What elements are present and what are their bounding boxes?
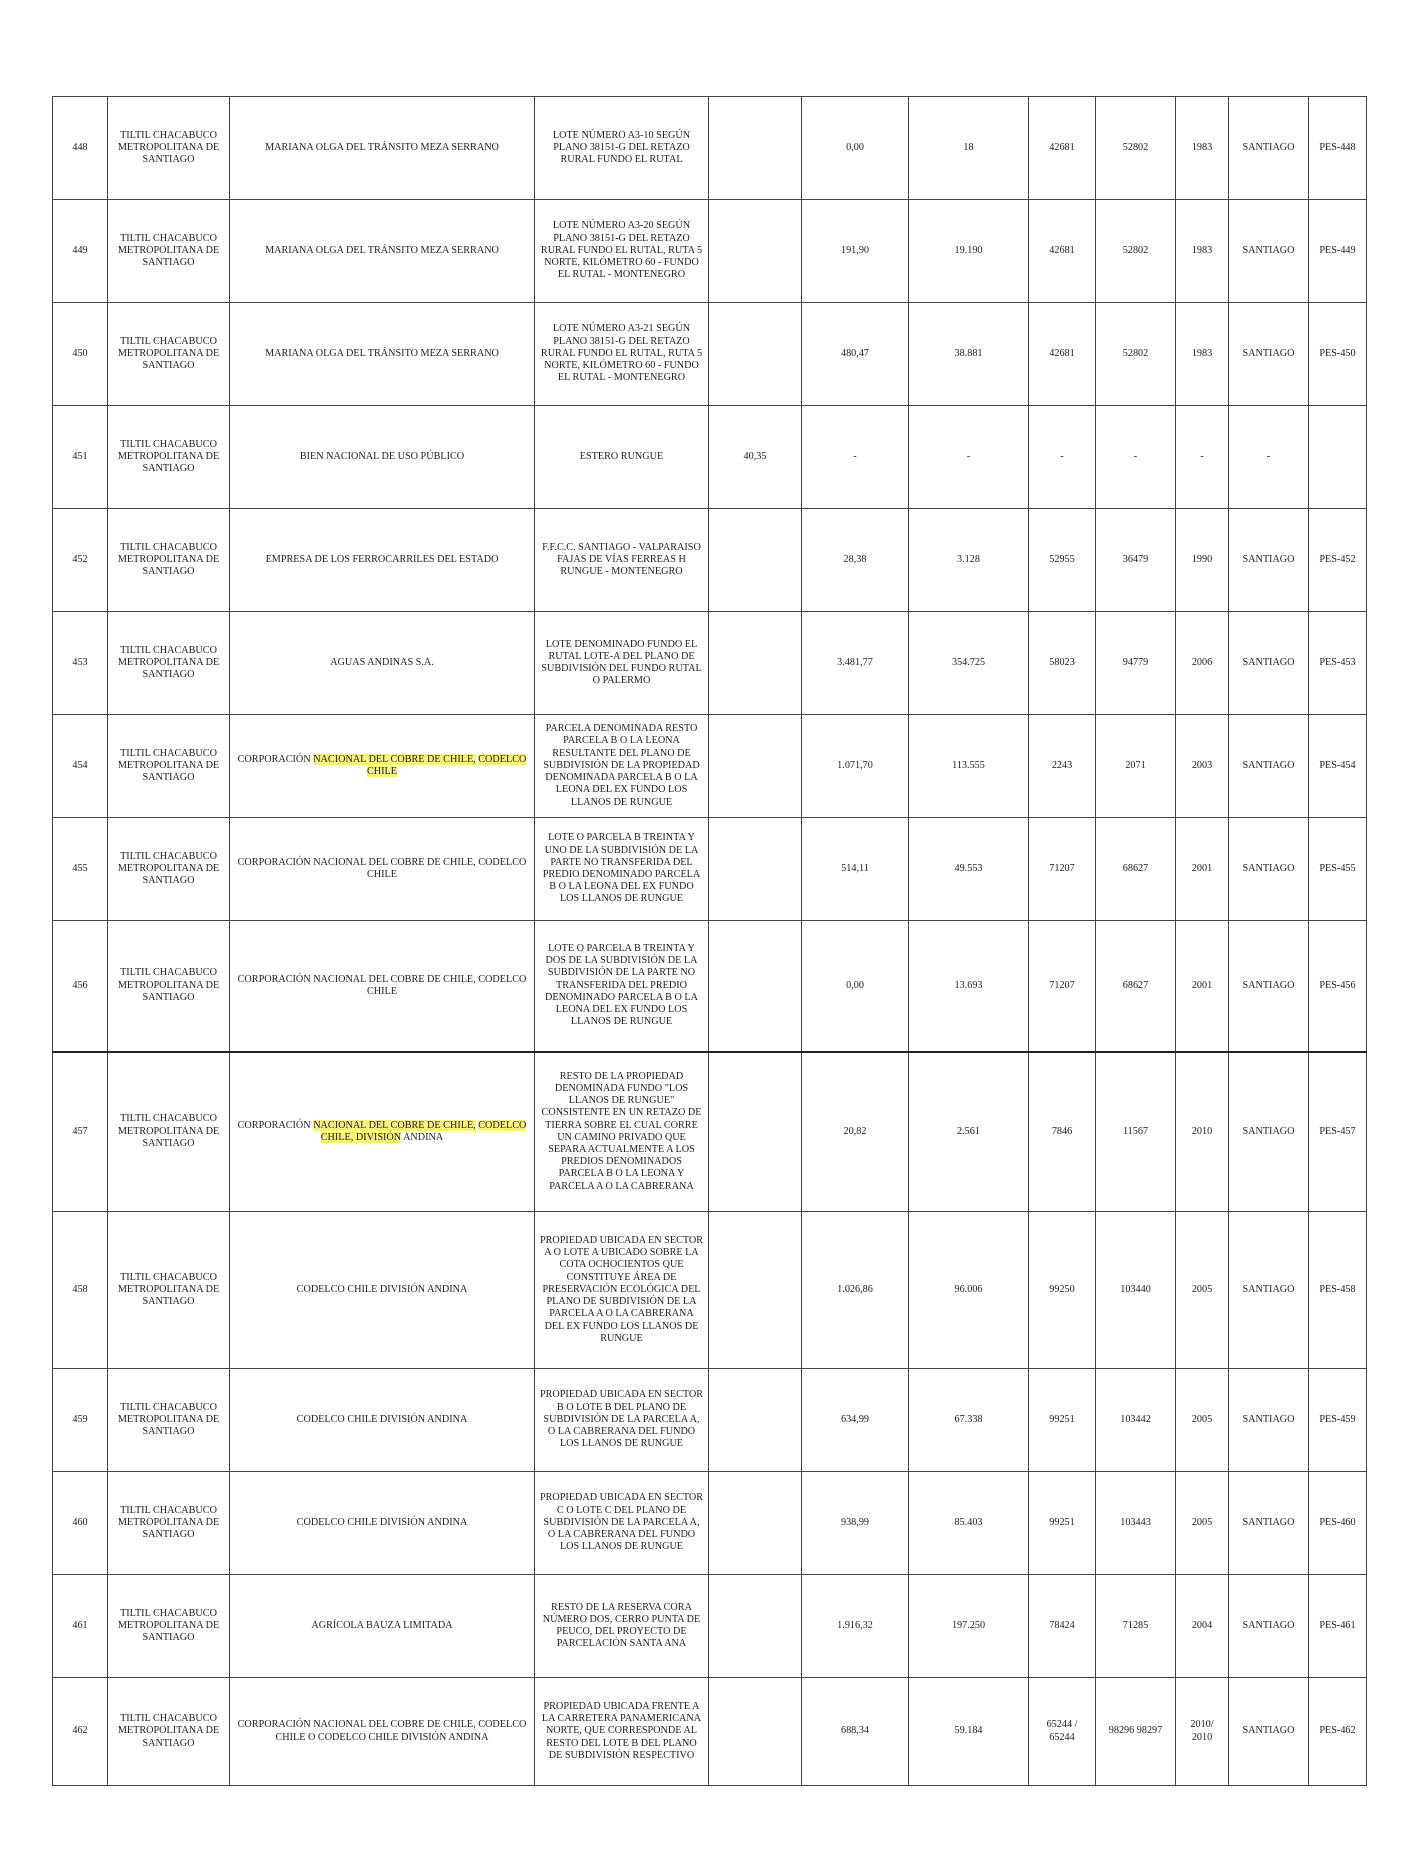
row-number: 455 xyxy=(53,818,108,921)
location-cell: TILTIL CHACABUCO METROPOLITANA DE SANTIAGO xyxy=(108,1472,230,1575)
year-cell: 2003 xyxy=(1176,715,1229,818)
description-cell: F.F.C.C. SANTIAGO - VALPARAISO FAJAS DE VÍAS FERREAS H RUNGUE - MONTENEGRO xyxy=(535,509,709,612)
year-cell: 2005 xyxy=(1176,1472,1229,1575)
row-number: 458 xyxy=(53,1212,108,1369)
owner-cell xyxy=(230,406,535,509)
area-cell-1 xyxy=(709,1212,802,1369)
owner-cell xyxy=(230,97,535,200)
year-cell: 2005 xyxy=(1176,1212,1229,1369)
table-row xyxy=(53,1369,1367,1472)
row-number: 452 xyxy=(53,509,108,612)
area-cell-1 xyxy=(709,715,802,818)
year-cell: 2006 xyxy=(1176,612,1229,715)
city-cell: SANTIAGO xyxy=(1229,303,1309,406)
fojas-cell: 65244 / 65244 xyxy=(1029,1678,1096,1786)
fojas-cell: 42681 xyxy=(1029,303,1096,406)
owner-cell xyxy=(230,1212,535,1369)
row-number: 448 xyxy=(53,97,108,200)
owner-text: EMPRESA DE LOS FERROCARRILES DEL ESTADO xyxy=(265,553,499,565)
description-cell: PROPIEDAD UBICADA EN SECTOR A O LOTE A UBICADO SOBRE LA COTA OCHOCIENTOS QUE CONSTITUYE ÁREA DE PRESERVACIÓN ECOLÓGICA DEL PLANO DE SUBDIVISIÓN DE LA PARCELA A O LA CABRERANA DEL EX FUNDO LOS LLANOS DE RUNGUE xyxy=(535,1212,709,1369)
table-row xyxy=(53,1575,1367,1678)
owner-text: MARIANA OLGA DEL TRÁNSITO MEZA SERRANO xyxy=(265,244,499,256)
year-cell: 2010/ 2010 xyxy=(1176,1678,1229,1786)
location-cell: TILTIL CHACABUCO METROPOLITANA DE SANTIAGO xyxy=(108,509,230,612)
numero-cell: 94779 xyxy=(1096,612,1176,715)
area-cell-1 xyxy=(709,612,802,715)
owner-cell xyxy=(230,921,535,1052)
year-cell: - xyxy=(1176,406,1229,509)
city-cell: SANTIAGO xyxy=(1229,1369,1309,1472)
city-cell: SANTIAGO xyxy=(1229,1472,1309,1575)
area-cell-2: 191,90 xyxy=(802,200,909,303)
code-cell: PES-457 xyxy=(1309,1052,1367,1212)
owner-text: AGRÍCOLA BAUZA LIMITADA xyxy=(311,1619,453,1631)
area-cell-3: 2.561 xyxy=(909,1052,1029,1212)
location-cell: TILTIL CHACABUCO METROPOLITANA DE SANTIAGO xyxy=(108,921,230,1052)
numero-cell: 52802 xyxy=(1096,200,1176,303)
table-row xyxy=(53,303,1367,406)
code-cell: PES-450 xyxy=(1309,303,1367,406)
description-cell: LOTE O PARCELA B TREINTA Y UNO DE LA SUBDIVISIÓN DE LA PARTE NO TRANSFERIDA DEL PREDIO DENOMINADO PARCELA B O LA LEONA DEL EX FUNDO LOS LLANOS DE RUNGUE xyxy=(535,818,709,921)
year-cell: 2005 xyxy=(1176,1369,1229,1472)
area-cell-3: 19.190 xyxy=(909,200,1029,303)
city-cell: SANTIAGO xyxy=(1229,818,1309,921)
fojas-cell: 99251 xyxy=(1029,1472,1096,1575)
year-cell: 2010 xyxy=(1176,1052,1229,1212)
owner-cell xyxy=(230,1472,535,1575)
area-cell-3: 59.184 xyxy=(909,1678,1029,1786)
row-number: 449 xyxy=(53,200,108,303)
year-cell: 2004 xyxy=(1176,1575,1229,1678)
area-cell-1 xyxy=(709,1369,802,1472)
year-cell: 1983 xyxy=(1176,303,1229,406)
description-cell: LOTE NÚMERO A3-10 SEGÚN PLANO 38151-G DEL RETAZO RURAL FUNDO EL RUTAL xyxy=(535,97,709,200)
area-cell-2: 480,47 xyxy=(802,303,909,406)
code-cell: PES-462 xyxy=(1309,1678,1367,1786)
location-cell: TILTIL CHACABUCO METROPOLITANA DE SANTIAGO xyxy=(108,406,230,509)
numero-cell: 36479 xyxy=(1096,509,1176,612)
code-cell: PES-456 xyxy=(1309,921,1367,1052)
owner-text: CORPORACIÓN NACIONAL DEL COBRE DE CHILE, CODELCO CHILE O CODELCO CHILE DIVISIÓN ANDINA xyxy=(237,1719,527,1743)
numero-cell: - xyxy=(1096,406,1176,509)
location-cell: TILTIL CHACABUCO METROPOLITANA DE SANTIAGO xyxy=(108,1369,230,1472)
city-cell: SANTIAGO xyxy=(1229,1575,1309,1678)
code-cell: PES-460 xyxy=(1309,1472,1367,1575)
numero-cell: 103443 xyxy=(1096,1472,1176,1575)
code-cell: PES-458 xyxy=(1309,1212,1367,1369)
owner-text: CORPORACIÓN NACIONAL DEL COBRE DE CHILE, CODELCO CHILE xyxy=(237,856,527,880)
area-cell-3: 3.128 xyxy=(909,509,1029,612)
location-cell: TILTIL CHACABUCO METROPOLITANA DE SANTIAGO xyxy=(108,1052,230,1212)
owner-cell xyxy=(230,1369,535,1472)
area-cell-2: 514,11 xyxy=(802,818,909,921)
area-cell-1 xyxy=(709,921,802,1052)
fojas-cell: 99250 xyxy=(1029,1212,1096,1369)
description-cell: LOTE DENOMINADO FUNDO EL RUTAL LOTE-A DEL PLANO DE SUBDIVISIÓN DEL FUNDO RUTAL O PALERMO xyxy=(535,612,709,715)
row-number: 453 xyxy=(53,612,108,715)
owner-text: MARIANA OLGA DEL TRÁNSITO MEZA SERRANO xyxy=(265,347,499,359)
fojas-cell: 58023 xyxy=(1029,612,1096,715)
owner-cell xyxy=(230,509,535,612)
owner-text: CORPORACIÓN xyxy=(237,753,314,765)
owner-cell xyxy=(230,200,535,303)
year-cell: 1990 xyxy=(1176,509,1229,612)
area-cell-3: 113.555 xyxy=(909,715,1029,818)
code-cell: PES-448 xyxy=(1309,97,1367,200)
numero-cell: 2071 xyxy=(1096,715,1176,818)
table-row xyxy=(53,1052,1367,1212)
location-cell: TILTIL CHACABUCO METROPOLITANA DE SANTIAGO xyxy=(108,97,230,200)
area-cell-2: 3.481,77 xyxy=(802,612,909,715)
area-cell-2: 1.071,70 xyxy=(802,715,909,818)
fojas-cell: 52955 xyxy=(1029,509,1096,612)
area-cell-2: 28,38 xyxy=(802,509,909,612)
owner-cell xyxy=(230,1052,535,1212)
table-row xyxy=(53,715,1367,818)
area-cell-3: 67.338 xyxy=(909,1369,1029,1472)
area-cell-3: 18 xyxy=(909,97,1029,200)
owner-cell xyxy=(230,1575,535,1678)
table-row xyxy=(53,1212,1367,1369)
city-cell: SANTIAGO xyxy=(1229,97,1309,200)
numero-cell: 71285 xyxy=(1096,1575,1176,1678)
owner-text: AGUAS ANDINAS S.A. xyxy=(330,656,434,668)
area-cell-3: 85.403 xyxy=(909,1472,1029,1575)
description-cell: LOTE NÚMERO A3-20 SEGÚN PLANO 38151-G DEL RETAZO RURAL FUNDO EL RUTAL, RUTA 5 NORTE, KILÓMETRO 60 - FUNDO EL RUTAL - MONTENEGRO xyxy=(535,200,709,303)
row-number: 456 xyxy=(53,921,108,1052)
code-cell: PES-461 xyxy=(1309,1575,1367,1678)
city-cell: SANTIAGO xyxy=(1229,715,1309,818)
area-cell-2: 938,99 xyxy=(802,1472,909,1575)
fojas-cell: 2243 xyxy=(1029,715,1096,818)
description-cell: RESTO DE LA RESERVA CORA NÚMERO DOS, CERRO PUNTA DE PEUCO, DEL PROYECTO DE PARCELACIÓN SANTA ANA xyxy=(535,1575,709,1678)
row-number: 462 xyxy=(53,1678,108,1786)
code-cell: PES-452 xyxy=(1309,509,1367,612)
area-cell-3: 96.006 xyxy=(909,1212,1029,1369)
location-cell: TILTIL CHACABUCO METROPOLITANA DE SANTIAGO xyxy=(108,1575,230,1678)
area-cell-2: 634,99 xyxy=(802,1369,909,1472)
owner-text: BIEN NACIONAL DE USO PÚBLICO xyxy=(299,450,465,462)
city-cell: SANTIAGO xyxy=(1229,921,1309,1052)
location-cell: TILTIL CHACABUCO METROPOLITANA DE SANTIAGO xyxy=(108,1678,230,1786)
row-number: 457 xyxy=(53,1052,108,1212)
area-cell-2: 20,82 xyxy=(802,1052,909,1212)
area-cell-1 xyxy=(709,1678,802,1786)
description-cell: LOTE NÚMERO A3-21 SEGÚN PLANO 38151-G DEL RETAZO RURAL FUNDO EL RUTAL, RUTA 5 NORTE, KILÓMETRO 60 - FUNDO EL RUTAL - MONTENEGRO xyxy=(535,303,709,406)
numero-cell: 68627 xyxy=(1096,818,1176,921)
area-cell-1 xyxy=(709,303,802,406)
year-cell: 1983 xyxy=(1176,200,1229,303)
area-cell-2: 0,00 xyxy=(802,97,909,200)
highlighted-text: NACIONAL DEL COBRE DE CHILE, xyxy=(313,753,476,765)
owner-text: CORPORACIÓN xyxy=(237,1119,314,1131)
table-row xyxy=(53,97,1367,200)
area-cell-2: 0,00 xyxy=(802,921,909,1052)
area-cell-3: 38.881 xyxy=(909,303,1029,406)
property-table xyxy=(52,96,1367,1786)
row-number: 459 xyxy=(53,1369,108,1472)
table-row xyxy=(53,612,1367,715)
area-cell-2: 1.026,86 xyxy=(802,1212,909,1369)
highlighted-text: CODELCO CHILE, DIVISIÓN xyxy=(320,1119,527,1143)
row-number: 451 xyxy=(53,406,108,509)
numero-cell: 52802 xyxy=(1096,303,1176,406)
code-cell: PES-449 xyxy=(1309,200,1367,303)
year-cell: 1983 xyxy=(1176,97,1229,200)
year-cell: 2001 xyxy=(1176,921,1229,1052)
owner-cell xyxy=(230,612,535,715)
city-cell: SANTIAGO xyxy=(1229,612,1309,715)
area-cell-1 xyxy=(709,1575,802,1678)
code-cell: PES-455 xyxy=(1309,818,1367,921)
description-cell: ESTERO RUNGUE xyxy=(535,406,709,509)
table-body xyxy=(53,97,1367,1786)
highlighted-text: CODELCO CHILE xyxy=(367,753,527,777)
owner-text: CODELCO CHILE DIVISIÓN ANDINA xyxy=(296,1516,468,1528)
owner-cell xyxy=(230,818,535,921)
area-cell-2: - xyxy=(802,406,909,509)
table-row xyxy=(53,509,1367,612)
numero-cell: 68627 xyxy=(1096,921,1176,1052)
area-cell-1 xyxy=(709,1472,802,1575)
owner-text: MARIANA OLGA DEL TRÁNSITO MEZA SERRANO xyxy=(265,141,499,153)
location-cell: TILTIL CHACABUCO METROPOLITANA DE SANTIAGO xyxy=(108,303,230,406)
description-cell: PROPIEDAD UBICADA EN SECTOR B O LOTE B DEL PLANO DE SUBDIVISIÓN DE LA PARCELA A, O LA CABRERANA DEL FUNDO LOS LLANOS DE RUNGUE xyxy=(535,1369,709,1472)
area-cell-3: 197.250 xyxy=(909,1575,1029,1678)
table-row xyxy=(53,921,1367,1052)
city-cell: SANTIAGO xyxy=(1229,1052,1309,1212)
city-cell: SANTIAGO xyxy=(1229,1678,1309,1786)
owner-cell xyxy=(230,1678,535,1786)
area-cell-3: 13.693 xyxy=(909,921,1029,1052)
code-cell: PES-454 xyxy=(1309,715,1367,818)
city-cell: SANTIAGO xyxy=(1229,509,1309,612)
location-cell: TILTIL CHACABUCO METROPOLITANA DE SANTIAGO xyxy=(108,1212,230,1369)
owner-text: CORPORACIÓN NACIONAL DEL COBRE DE CHILE, CODELCO CHILE xyxy=(237,973,527,997)
fojas-cell: 71207 xyxy=(1029,818,1096,921)
fojas-cell: 7846 xyxy=(1029,1052,1096,1212)
location-cell: TILTIL CHACABUCO METROPOLITANA DE SANTIAGO xyxy=(108,612,230,715)
row-number: 460 xyxy=(53,1472,108,1575)
city-cell: SANTIAGO xyxy=(1229,200,1309,303)
owner-text: ANDINA xyxy=(401,1131,444,1143)
description-cell: RESTO DE LA PROPIEDAD DENOMINADA FUNDO "LOS LLANOS DE RUNGUE" CONSISTENTE EN UN RETAZO DE TIERRA SOBRE EL CUAL CORRE UN CAMINO PRIVADO QUE SEPARA ACTUALMENTE A LOS PREDIOS DENOMINADOS PARCELA B O LA LEONA Y PARCELA A O LA CABRERANA xyxy=(535,1052,709,1212)
table-row xyxy=(53,818,1367,921)
row-number: 454 xyxy=(53,715,108,818)
code-cell: PES-459 xyxy=(1309,1369,1367,1472)
area-cell-3: - xyxy=(909,406,1029,509)
area-cell-3: 49.553 xyxy=(909,818,1029,921)
area-cell-1 xyxy=(709,818,802,921)
fojas-cell: 78424 xyxy=(1029,1575,1096,1678)
area-cell-1 xyxy=(709,200,802,303)
row-number: 461 xyxy=(53,1575,108,1678)
table-row xyxy=(53,1472,1367,1575)
location-cell: TILTIL CHACABUCO METROPOLITANA DE SANTIAGO xyxy=(108,715,230,818)
description-cell: PROPIEDAD UBICADA EN SECTOR C O LOTE C DEL PLANO DE SUBDIVISIÓN DE LA PARCELA A, O LA CABRERANA DEL FUNDO LOS LLANOS DE RUNGUE xyxy=(535,1472,709,1575)
row-number: 450 xyxy=(53,303,108,406)
location-cell: TILTIL CHACABUCO METROPOLITANA DE SANTIAGO xyxy=(108,818,230,921)
description-cell: PROPIEDAD UBICADA FRENTE A LA CARRETERA PANAMERICANA NORTE, QUE CORRESPONDE AL RESTO DEL LOTE B DEL PLANO DE SUBDIVISIÓN RESPECTIVO xyxy=(535,1678,709,1786)
table-row xyxy=(53,200,1367,303)
area-cell-1 xyxy=(709,509,802,612)
area-cell-2: 688,34 xyxy=(802,1678,909,1786)
city-cell: SANTIAGO xyxy=(1229,1212,1309,1369)
area-cell-1: 40,35 xyxy=(709,406,802,509)
owner-cell xyxy=(230,715,535,818)
description-cell: PARCELA DENOMINADA RESTO PARCELA B O LA LEONA RESULTANTE DEL PLANO DE SUBDIVISIÓN DE LA PROPIEDAD DENOMINADA PARCELA B O LA LEONA DEL EX FUNDO LOS LLANOS DE RUNGUE xyxy=(535,715,709,818)
code-cell xyxy=(1309,406,1367,509)
area-cell-2: 1.916,32 xyxy=(802,1575,909,1678)
numero-cell: 11567 xyxy=(1096,1052,1176,1212)
numero-cell: 98296 98297 xyxy=(1096,1678,1176,1786)
table-row xyxy=(53,1678,1367,1786)
fojas-cell: 42681 xyxy=(1029,97,1096,200)
fojas-cell: 99251 xyxy=(1029,1369,1096,1472)
fojas-cell: 71207 xyxy=(1029,921,1096,1052)
fojas-cell: 42681 xyxy=(1029,200,1096,303)
city-cell: - xyxy=(1229,406,1309,509)
owner-text: CODELCO CHILE DIVISIÓN ANDINA xyxy=(296,1413,468,1425)
numero-cell: 52802 xyxy=(1096,97,1176,200)
highlighted-text: NACIONAL DEL COBRE DE CHILE, xyxy=(313,1119,476,1131)
table-row xyxy=(53,406,1367,509)
numero-cell: 103442 xyxy=(1096,1369,1176,1472)
owner-text: CODELCO CHILE DIVISIÓN ANDINA xyxy=(296,1283,468,1295)
owner-cell xyxy=(230,303,535,406)
fojas-cell: - xyxy=(1029,406,1096,509)
area-cell-1 xyxy=(709,1052,802,1212)
location-cell: TILTIL CHACABUCO METROPOLITANA DE SANTIAGO xyxy=(108,200,230,303)
year-cell: 2001 xyxy=(1176,818,1229,921)
numero-cell: 103440 xyxy=(1096,1212,1176,1369)
area-cell-1 xyxy=(709,97,802,200)
description-cell: LOTE O PARCELA B TREINTA Y DOS DE LA SUBDIVISIÓN DE LA SUBDIVISIÓN DE LA PARTE NO TRANSFERIDA DEL PREDIO DENOMINADO PARCELA B O LA LEONA DEL EX FUNDO LOS LLANOS DE RUNGUE xyxy=(535,921,709,1052)
area-cell-3: 354.725 xyxy=(909,612,1029,715)
code-cell: PES-453 xyxy=(1309,612,1367,715)
